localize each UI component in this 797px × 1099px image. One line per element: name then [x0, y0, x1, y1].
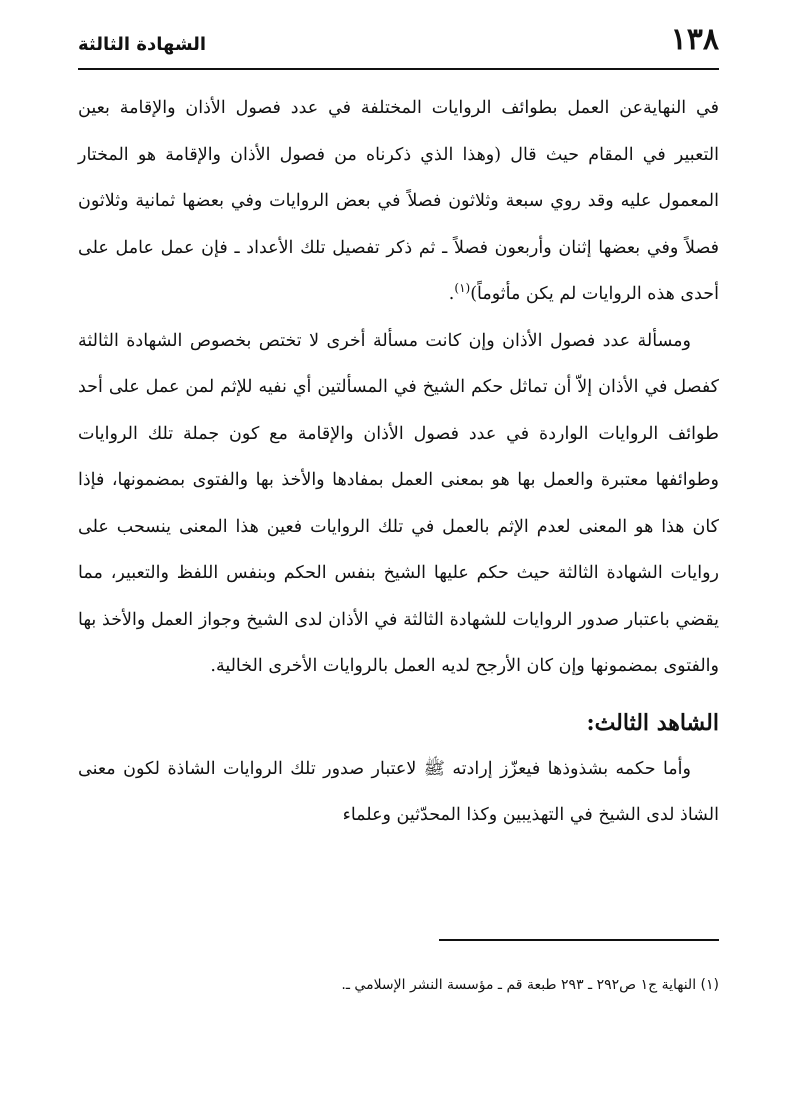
page-header [78, 18, 719, 70]
footnote-reference[interactable]: (١) [454, 281, 471, 296]
paragraph-3: وأما حكمه بشذوذها فيعزّز إرادته ﷺ لاعتبار صدور تلك الروايات الشاذة لكون معنى الشاذ لدى الشيخ في التهذيبين وكذا المحدّثين وعلماء [78, 758, 719, 825]
paragraph-1-trailing: . [448, 284, 455, 304]
paragraph-1-text: في النهايةعن العمل بطوائف الروايات المختلفة في عدد فصول الأذان والإقامة بعين التعبير في المقام حيث قال (وهذا الذي ذكرناه من فصول الأذان والإقامة هو المختار المعمول عليه وقد روي سبعة وثلاثون فصلاً في بعض الروايات وفي بعضها ثمانية وثلاثون فصلاً وفي بعضها إثنان وأربعون فصلاً ـ ثم ذكر تفصيل تلك الأعداد ـ فإن عمل عامل على أحدى هذه الروايات لم يكن مأثوماً) [78, 98, 719, 304]
footnote: (١) النهاية ج١ ص٢٩٢ ـ ٢٩٣ طبعة قم ـ مؤسسة النشر الإسلامي ـ. [341, 977, 719, 993]
book-page [78, 18, 719, 993]
section-heading [78, 700, 719, 746]
section-heading-text: الشاهد الثالث [594, 709, 719, 736]
page-number: ١٣٨ [670, 22, 719, 57]
section-heading-colon: : [586, 709, 595, 736]
body-text [78, 85, 719, 839]
paragraph-2: ومسألة عدد فصول الأذان وإن كانت مسألة أخرى لا تختص بخصوص الشهادة الثالثة كفصل في الأذان إلاّ أن تماثل حكم الشيخ في المسألتين أي نفيه للإثم لمن عمل على أحد طوائف الروايات الواردة في عدد فصول الأذان والإقامة مع كون جملة تلك الروايات وطوائفها معتبرة والعمل بها هو بمعنى العمل بمفادها والأخذ بها والفتوى بمضمونها، فإذا كان هذا هو المعنى لعدم الإثم بالعمل في تلك الروايات فعين هذا المعنى ينسحب على روايات الشهادة الثالثة حيث حكم عليها الشيخ بنفس الحكم وبنفس اللفظ والتعبير، مما يقضي باعتبار صدور الروايات للشهادة الثالثة في الأذان لدى الشيخ وجواز العمل والأخذ بها والفتوى بمضمونها وإن كان الأرجح لديه العمل بالروايات الأخرى الخالية. [78, 330, 719, 676]
paragraph-1 [78, 85, 719, 318]
running-title: الشهادة الثالثة [78, 34, 207, 55]
footnote-divider [439, 939, 719, 941]
